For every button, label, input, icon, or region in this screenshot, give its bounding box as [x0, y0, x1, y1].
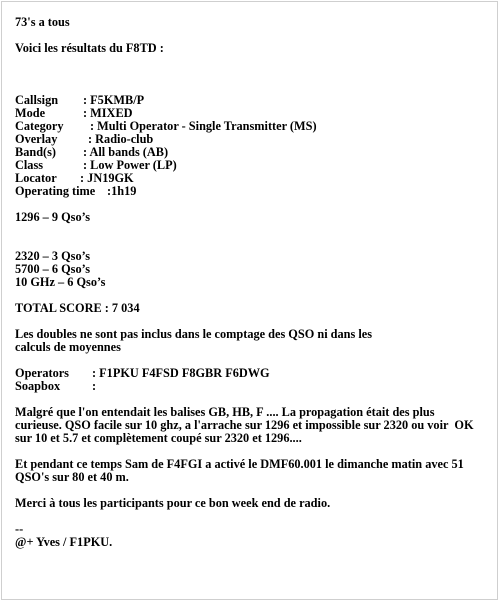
soapbox-row [15, 380, 497, 393]
intro-line: Voici les résultats du F8TD : [15, 41, 164, 55]
thanks-line: Merci à tous les participants pour ce bon week end de radio. [15, 496, 331, 510]
propagation-line2: curieuse. QSO facile sur 10 ghz, a l'arrache sur 1296 et impossible sur 2320 ou voir OK [15, 418, 474, 432]
operators-label: Operators [15, 366, 69, 380]
field-value: :1h19 [107, 184, 137, 198]
qso-1296: 1296 – 9 Qso’s [15, 210, 91, 224]
qso-2320: 2320 – 3 Qso’s [15, 249, 91, 263]
signature-separator: -- [15, 522, 24, 536]
field-label: Locator [15, 171, 57, 185]
field-label: Operating time [15, 184, 96, 198]
field-label: Band(s) [15, 145, 57, 159]
qso-10ghz: 10 GHz – 6 Qso’s [15, 275, 106, 289]
field-label: Class [15, 158, 44, 172]
soapbox-value: : [92, 379, 97, 393]
operators-row [15, 367, 497, 380]
field-value: : MIXED [83, 106, 133, 120]
qso-5700: 5700 – 6 Qso’s [15, 262, 91, 276]
activation-line2: QSO's sur 80 et 40 m. [15, 470, 129, 484]
field-value: : JN19GK [80, 171, 134, 185]
total-score: TOTAL SCORE : 7 034 [15, 301, 140, 315]
propagation-line3: sur 10 et 5.7 et complètement coupé sur 2320 et 1296.... [15, 431, 302, 445]
field-value: : Radio-club [88, 132, 154, 146]
signature: @+ Yves / F1PKU. [15, 535, 113, 549]
field-label: Callsign [15, 93, 59, 107]
greeting: 73's a tous [15, 15, 70, 29]
field-value: : All bands (AB) [83, 145, 169, 159]
field-value: : Low Power (LP) [83, 158, 177, 172]
field-label: Overlay [15, 132, 58, 146]
operators-value: : F1PKU F4FSD F8GBR F6DWG [92, 366, 270, 380]
field-label: Mode [15, 106, 46, 120]
field-value: : Multi Operator - Single Transmitter (MS) [90, 119, 317, 133]
activation-line1: Et pendant ce temps Sam de F4FGI a activé le DMF60.001 le dimanche matin avec 51 [15, 457, 464, 471]
field-operating-time [15, 185, 497, 198]
email-body [15, 16, 497, 549]
field-value: : F5KMB/P [83, 93, 145, 107]
results-fields [15, 94, 497, 198]
doubles-note-line1: Les doubles ne sont pas inclus dans le comptage des QSO ni dans les [15, 327, 373, 341]
propagation-line1: Malgré que l'on entendait les balises GB, HB, F .... La propagation était des plus [15, 405, 435, 419]
soapbox-label: Soapbox [15, 379, 61, 393]
field-label: Category [15, 119, 64, 133]
doubles-note-line2: calculs de moyennes [15, 340, 121, 354]
